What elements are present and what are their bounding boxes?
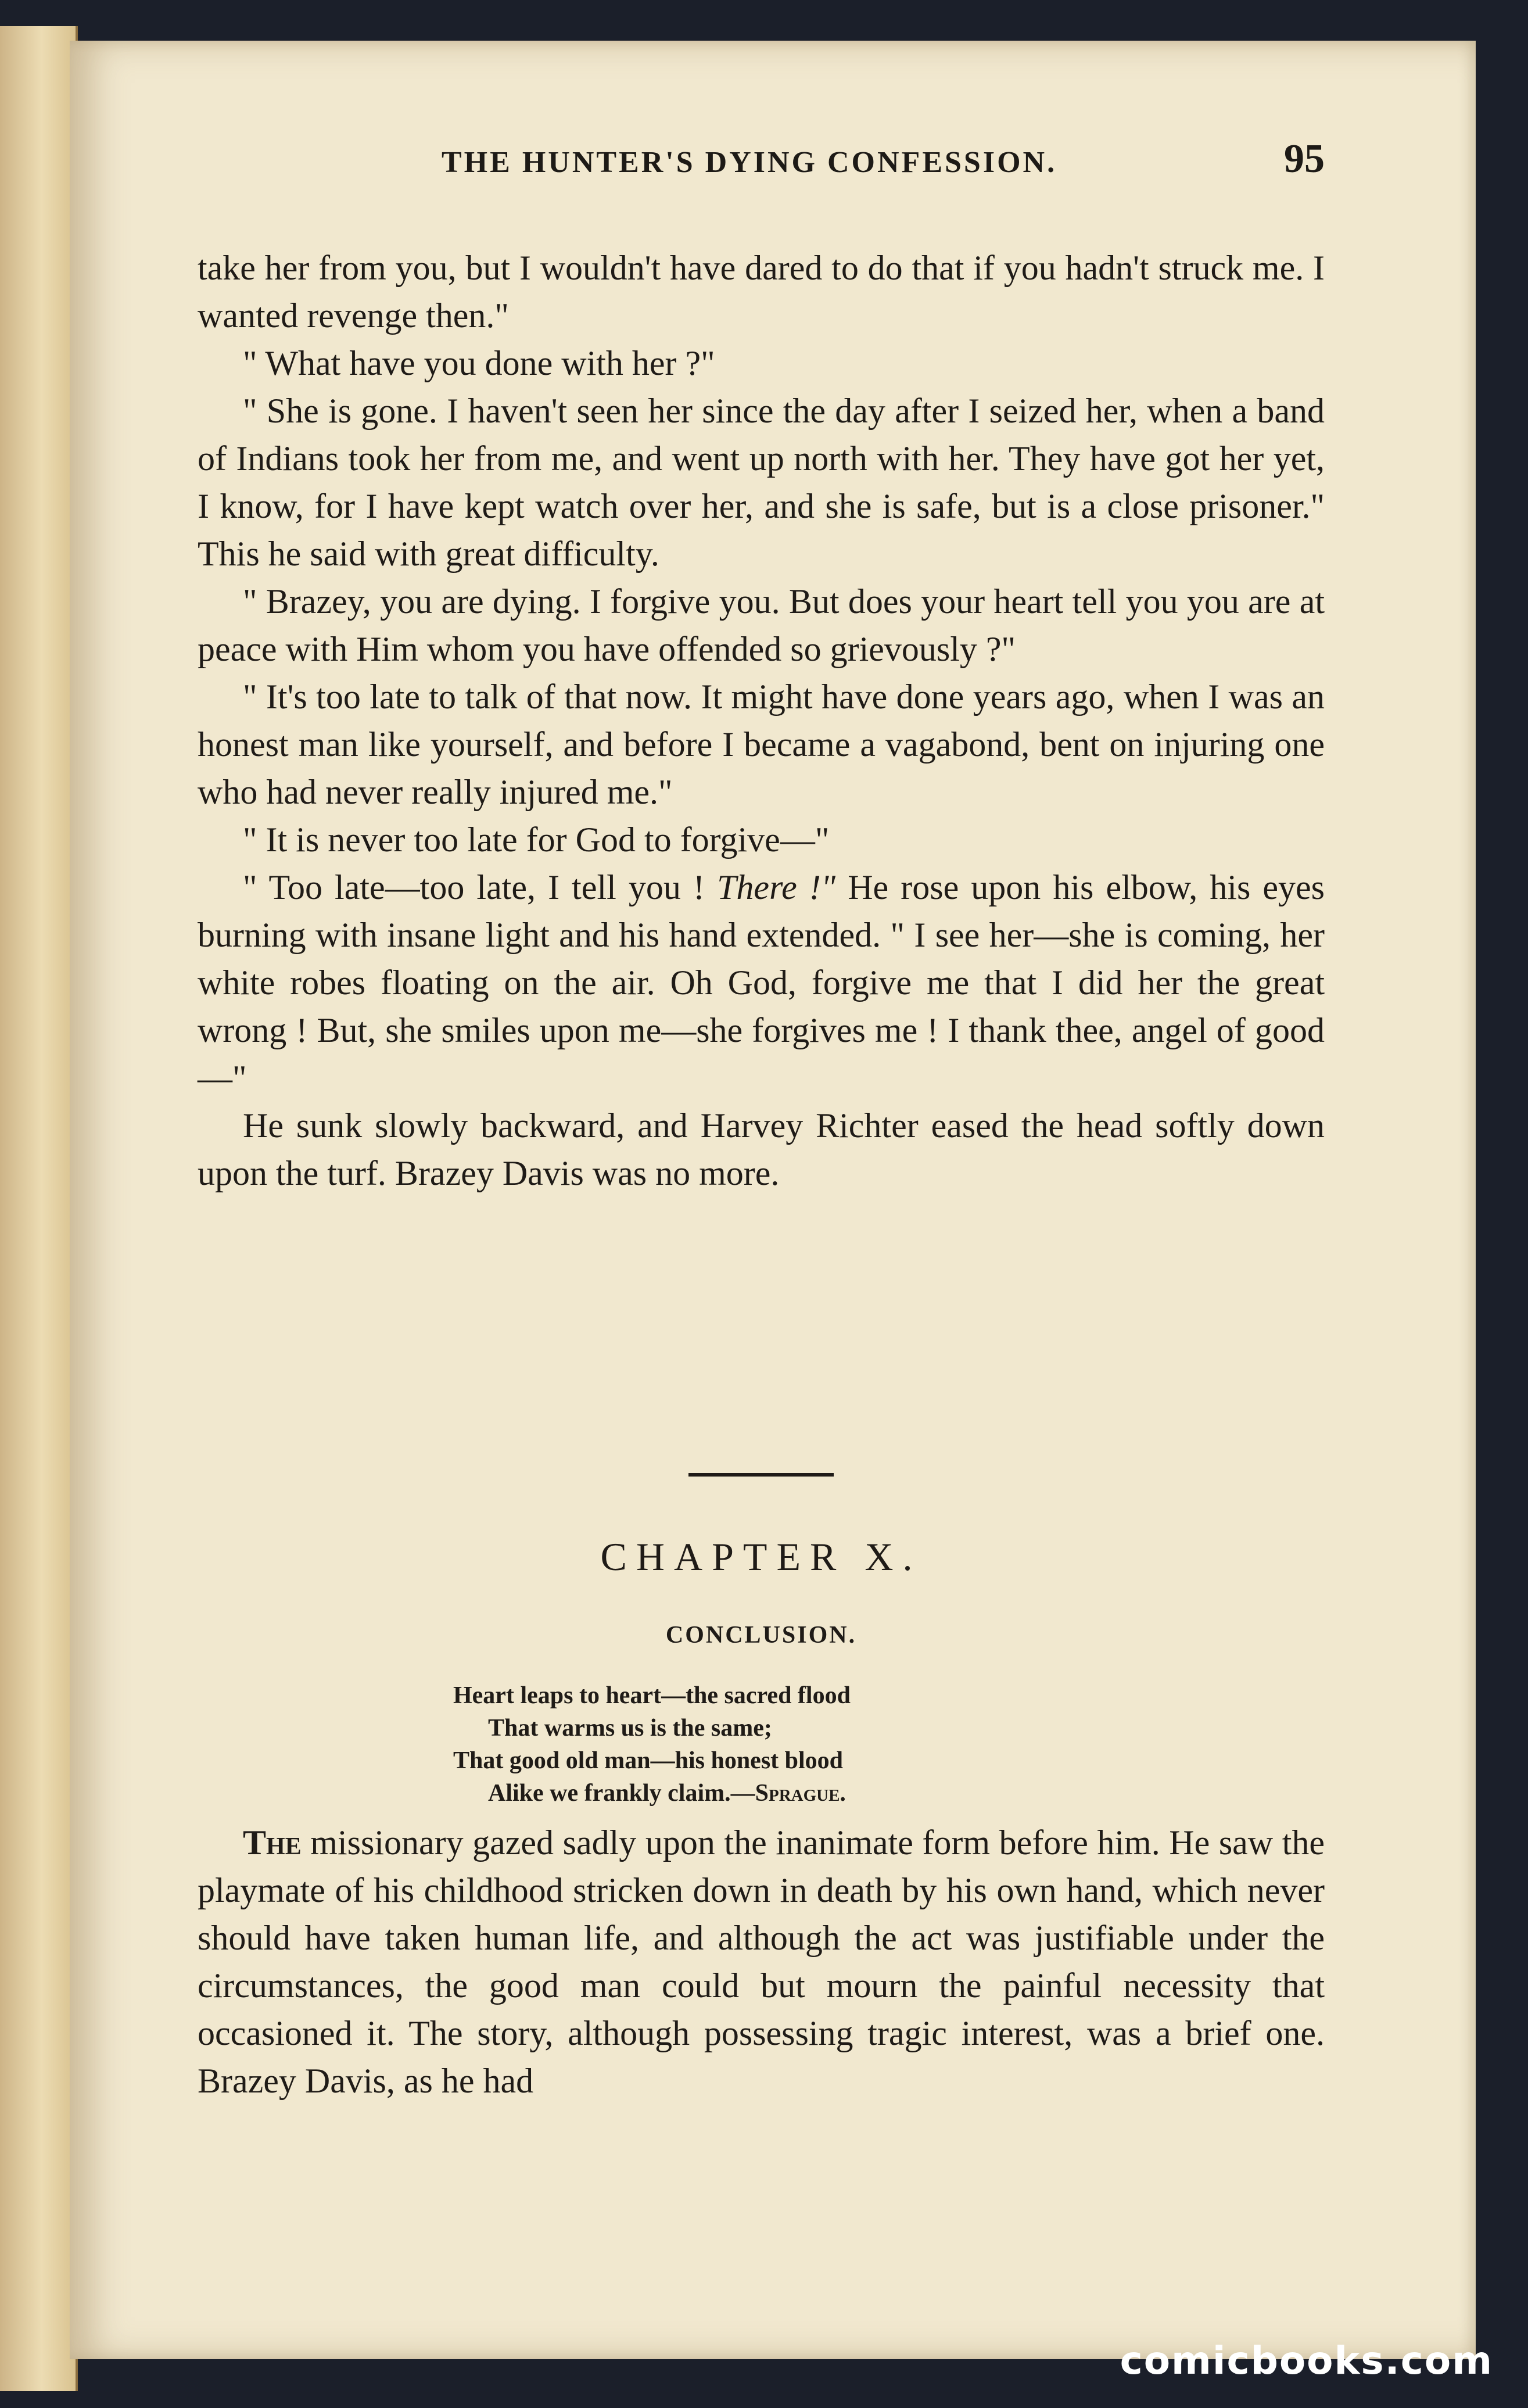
paragraph-5: " It's too late to talk of that now. It might have done years ago, when I was an honest man like yourself, and before I became a vagabond, bent on injuring one who had never really injured me." [198,678,1325,811]
paragraph-2: " What have you done with her ?" [243,344,715,382]
paragraph-3: " She is gone. I haven't seen her since the day after I seized her, when a band of Indians took her from me, and went up north with her. They have got her yet, I know, for I have kept watch over her, and she is safe, but is a close prisoner." This he said with great difficulty. [198,392,1325,573]
chapter-title: CHAPTER X. [600,1535,922,1579]
body-text [198,244,1325,1197]
running-head: THE HUNTER'S DYING CONFESSION. [442,146,1057,179]
epigraph-line-1: Heart leaps to heart—the sacred flood [453,1682,851,1709]
epigraph-line-2: That warms us is the same; [488,1715,772,1741]
page-header [198,128,1325,198]
paragraph-4: " Brazey, you are dying. I forgive you. But does your heart tell you you are at peace with Him whom you have offended so grievously ?" [198,582,1325,668]
paragraph-1: take her from you, but I wouldn't have dared to do that if you hadn't struck me. I wanted revenge then." [198,249,1325,335]
conclusion-paragraph [198,1819,1325,2105]
paragraph-6: " It is never too late for God to forgive—" [243,820,830,859]
site-watermark: comicbooks.com [1120,2338,1493,2383]
epigraph [453,1679,1069,1809]
epigraph-line-4 [453,1777,1069,1809]
left-page-edge [0,26,78,2391]
paragraph-7-italic: There !" [717,868,836,906]
page-number: 95 [1284,137,1325,181]
conclusion-body: missionary gazed sadly upon the inanimate form before him. He saw the playmate of his childhood stricken down in death by his own hand, which never should have taken human life, and although the act was justifiable under the circumstances, the good man could but mourn the painful necessity that occasioned it. The story, although possessing tragic interest, was a brief one. Brazey Davis, as he had [198,1823,1325,2100]
paragraph-7-end: He rose upon his elbow, his eyes burning with insane light and his hand extended. " I see her—she is coming, her white robes floating on the air. Oh God, forgive me that I did her the great wrong ! But, she smiles upon me—she forgives me ! I thank thee, angel of good—" [198,868,1325,1097]
lead-word: The [243,1823,302,1862]
conclusion-text [198,1819,1325,2105]
epigraph-author: Sprague. [755,1780,846,1807]
section-divider [688,1473,834,1477]
epigraph-line-4-text: Alike we frankly claim.— [488,1780,755,1807]
paragraph-8: He sunk slowly backward, and Harvey Richter eased the head softly down upon the turf. Brazey Davis was no more. [198,1106,1325,1192]
paragraph-7-start: " Too late—too late, I tell you ! [243,868,705,906]
paragraph-7 [198,863,1325,1102]
chapter-subtitle: CONCLUSION. [665,1622,857,1649]
epigraph-line-3: That good old man—his honest blood [453,1747,844,1774]
